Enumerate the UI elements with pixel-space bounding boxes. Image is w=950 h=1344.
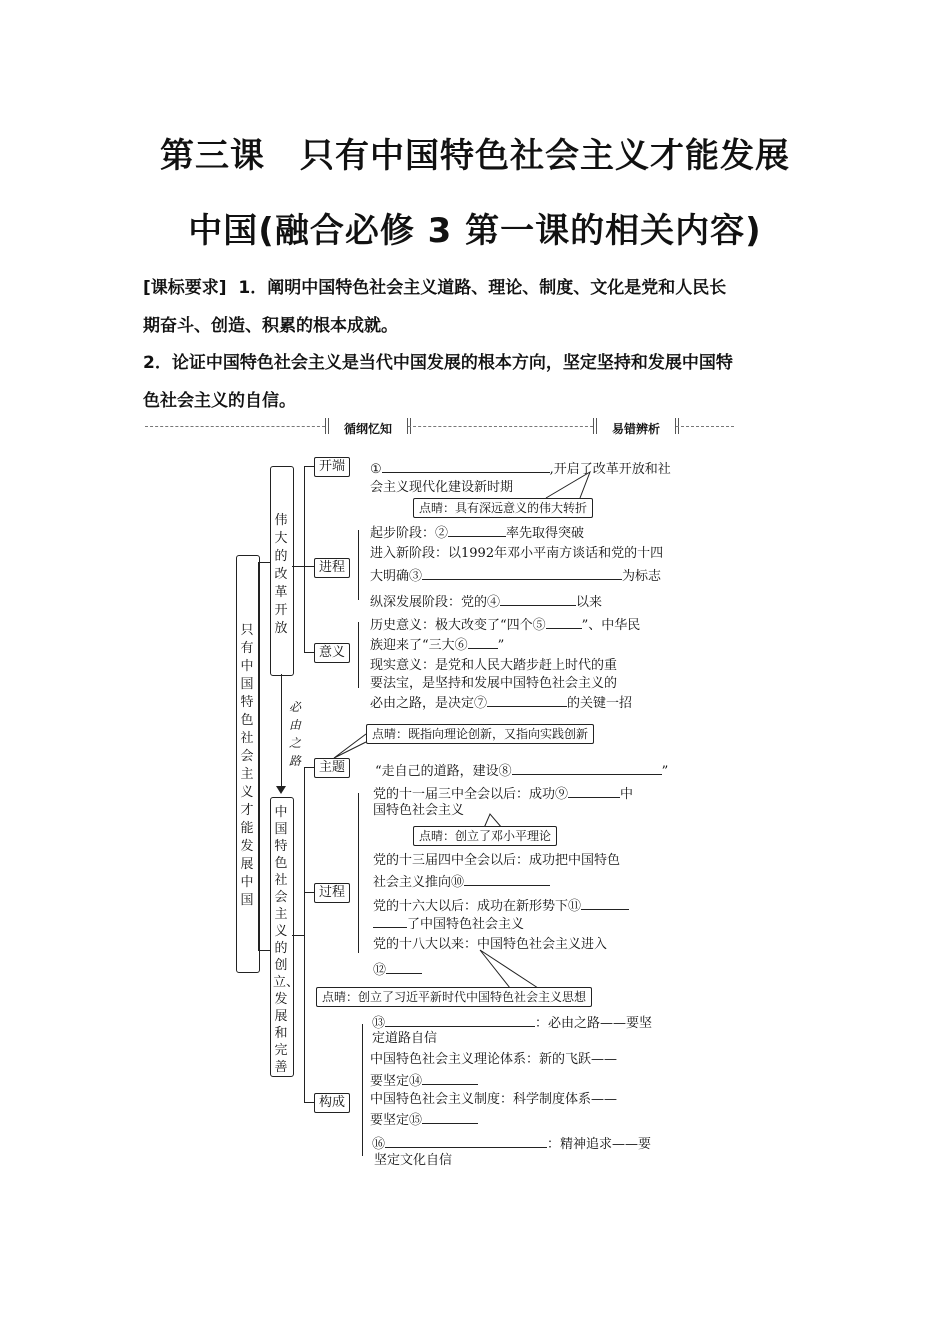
- course-c4a: 党的十八大以来：中国特色社会主义进入: [373, 937, 608, 952]
- compose-k1a: ⑬: [372, 1016, 386, 1031]
- divider-dash-middle: [408, 426, 593, 427]
- compose-k1c: 定道路自信: [372, 1031, 438, 1046]
- blank-4: [500, 592, 576, 606]
- blank-11a: [581, 896, 629, 910]
- connector-label: 必由之路: [288, 700, 301, 768]
- blank-14: [422, 1071, 478, 1085]
- meaning-r3: 必由之路，是决定⑦: [370, 696, 488, 711]
- blank-2: [448, 523, 506, 537]
- divider-tag-right: [593, 418, 679, 434]
- process-p2c: 为标志: [622, 569, 662, 584]
- meaning-h3: 族迎来了“三大⑥: [370, 638, 468, 653]
- process-p3a: 纵深发展阶段：党的④: [370, 595, 501, 610]
- arrow-down-icon: [276, 786, 286, 794]
- root-bracket-top: [258, 562, 270, 563]
- page-title-line1: 第三课 只有中国特色社会主义才能发展: [160, 136, 790, 176]
- root-bracket-bottom: [258, 950, 270, 951]
- branch1-bracket-stem: [292, 566, 304, 567]
- course-c1c: 国特色社会主义: [373, 803, 465, 818]
- divider-tag-left: [325, 418, 411, 434]
- bracket-course: [304, 892, 314, 893]
- requirements-line1: [143, 273, 726, 298]
- compose-bracket: [362, 1024, 363, 1156]
- compose-k4c: 坚定文化自信: [374, 1153, 453, 1168]
- callout-pointer-4: [470, 948, 550, 990]
- branch-reform-label: 伟大的改革开放: [274, 513, 288, 636]
- process-p1b: 率先取得突破: [506, 526, 585, 541]
- divider-dash-right: [676, 426, 734, 427]
- divider-right-label: 易错辨析: [611, 422, 660, 436]
- course-line5: [373, 896, 629, 915]
- meaning-r2: 要法宝，是坚持和发展中国特色社会主义的: [370, 676, 618, 691]
- bracket-theme: [304, 767, 314, 768]
- start-c: 会主义现代化建设新时期: [370, 480, 514, 495]
- blank-3: [422, 566, 622, 580]
- branch-socialism-label: 中国特色社会主义的创立、发展和完善: [273, 805, 300, 1075]
- course-line6: [373, 914, 524, 933]
- root-bracket: [258, 562, 259, 950]
- theme-a: “走自己的道路，建设⑧: [375, 764, 512, 779]
- course-c2b: 社会主义推向⑩: [373, 875, 465, 890]
- blank-7: [487, 693, 567, 707]
- course-line1: [373, 784, 633, 803]
- course-c1a: 党的十一届三中全会以后：成功⑨: [373, 787, 569, 802]
- note-course-2: 点晴：创立了习近平新时代中国特色社会主义思想: [316, 987, 592, 1007]
- process-line1: [370, 523, 584, 542]
- requirements-label: [课标要求]: [143, 278, 227, 298]
- process-p2b: 大明确③: [370, 569, 423, 584]
- meaning-line1: [370, 615, 640, 634]
- bracket-compose: [304, 1102, 314, 1103]
- course-c3a: 党的十六大以后：成功在新形势下⑪: [373, 899, 582, 914]
- tag-course: 过程: [314, 883, 350, 903]
- process-line4: [370, 592, 602, 611]
- compose-k4a: ⑯: [372, 1137, 386, 1152]
- blank-5: [546, 615, 582, 629]
- blank-11b: [373, 914, 407, 928]
- bracket-start: [304, 466, 314, 467]
- requirement-2b: 色社会主义的自信。: [143, 391, 296, 411]
- process-p3b: 以来: [576, 595, 603, 610]
- course-line4: [373, 872, 550, 891]
- tag-process: 进程: [314, 558, 350, 578]
- compose-k2b: 要坚定⑭: [370, 1074, 423, 1089]
- tag-compose: 构成: [314, 1093, 350, 1113]
- meaning-r4: 的关键一招: [567, 696, 633, 711]
- theme-b: ”: [661, 764, 669, 779]
- blank-16: [385, 1134, 547, 1148]
- meaning-r1: 现实意义：是党和人民大踏步赶上时代的重: [370, 658, 618, 673]
- meaning-h4: ”: [497, 638, 505, 653]
- blank-12: [386, 960, 422, 974]
- compose-line4: [370, 1071, 478, 1090]
- compose-k1b: ：必由之路——要坚: [535, 1016, 653, 1031]
- start-a: ①: [370, 462, 382, 477]
- note-start: 点晴：具有深远意义的伟大转折: [413, 498, 593, 518]
- course-line8: [373, 960, 422, 979]
- note-course-1: 点晴：创立了邓小平理论: [413, 826, 557, 846]
- root-label: 只有中国特色社会主义才能发展中国: [240, 623, 254, 908]
- meaning-bracket: [358, 622, 359, 688]
- course-c1b: 中: [620, 787, 634, 802]
- blank-10: [464, 872, 550, 886]
- connector-arrow: [281, 674, 282, 792]
- process-line3: [370, 566, 661, 585]
- compose-line6: [370, 1110, 478, 1129]
- course-c3b: 了中国特色社会主义: [407, 917, 525, 932]
- course-c2a: 党的十三届四中全会以后：成功把中国特色: [373, 853, 621, 868]
- divider-left-label: 循纲忆知: [343, 422, 392, 436]
- compose-k3b: 要坚定⑮: [370, 1113, 423, 1128]
- meaning-h2: ”、中华民: [581, 618, 641, 633]
- process-bracket: [358, 530, 359, 600]
- branch2-bracket: [304, 767, 305, 1103]
- requirement-1b: 期奋斗、创造、积累的根本成就。: [143, 316, 398, 336]
- blank-8: [512, 761, 662, 775]
- compose-k4b: ：精神追求——要: [547, 1137, 652, 1152]
- blank-13: [385, 1013, 535, 1027]
- meaning-line5: [370, 693, 632, 712]
- requirement-1a: 1．阐明中国特色社会主义道路、理论、制度、文化是党和人民长: [238, 278, 727, 298]
- tag-theme: 主题: [314, 758, 350, 778]
- branch1-bracket: [304, 466, 305, 652]
- start-line1: [370, 459, 671, 478]
- blank-1: [382, 459, 550, 473]
- compose-line1: [372, 1013, 652, 1032]
- bracket-meaning: [304, 652, 314, 653]
- bracket-process: [304, 566, 314, 567]
- process-p2a: 进入新阶段：以1992年邓小平南方谈话和党的十四: [370, 546, 664, 561]
- course-bracket: [358, 793, 359, 953]
- page-title-line2: 中国(融合必修 3 第一课的相关内容): [188, 211, 762, 251]
- process-p1a: 起步阶段：②: [370, 526, 449, 541]
- blank-6: [468, 635, 498, 649]
- divider-dash-left: [145, 426, 325, 427]
- note-theme: 点晴：既指向理论创新，又指向实践创新: [366, 724, 594, 744]
- start-b: ,开启了改革开放和社: [549, 462, 671, 477]
- compose-line7: [372, 1134, 651, 1153]
- course-c4b: ⑫: [373, 963, 387, 978]
- compose-k2a: 中国特色社会主义理论体系：新的飞跃——: [370, 1052, 618, 1067]
- tag-start: 开端: [314, 457, 350, 477]
- requirement-2a: 2．论证中国特色社会主义是当代中国发展的根本方向，坚定坚持和发展中国特: [143, 353, 733, 373]
- theme-line: [375, 761, 668, 780]
- compose-k3a: 中国特色社会主义制度：科学制度体系——: [370, 1092, 618, 1107]
- branch2-bracket-stem: [292, 935, 304, 936]
- meaning-line2: [370, 635, 504, 654]
- callout-pointer-2: [330, 730, 370, 760]
- blank-15: [422, 1110, 478, 1124]
- blank-9: [568, 784, 620, 798]
- meaning-h1: 历史意义：极大改变了“四个⑤: [370, 618, 546, 633]
- tag-meaning: 意义: [314, 643, 350, 663]
